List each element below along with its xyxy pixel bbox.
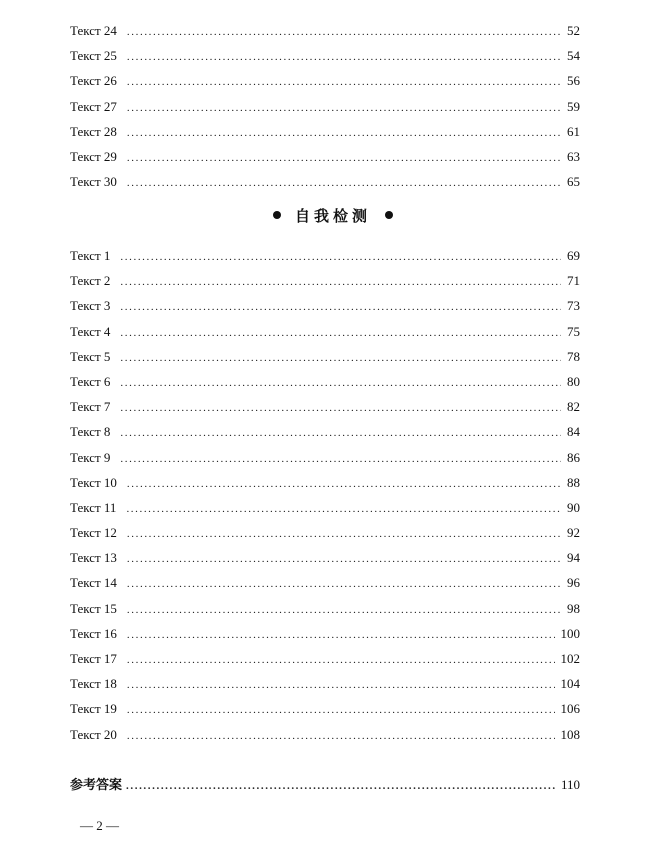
toc-entry-page: 100 <box>560 625 580 641</box>
toc-entry-page: 78 <box>567 348 580 364</box>
toc-entry-page: 108 <box>560 726 580 742</box>
toc-entry[interactable] <box>70 495 580 520</box>
toc-entry-page: 96 <box>567 575 580 591</box>
toc-entry[interactable] <box>70 268 580 293</box>
dot-leader <box>120 447 561 472</box>
toc-entry[interactable] <box>70 646 580 671</box>
toc-entry-label: Текст 5 <box>70 348 111 364</box>
toc-entry-label: Текст 1 <box>70 248 111 263</box>
toc-entry-label: Текст 6 <box>70 373 111 389</box>
bullet-left-icon <box>273 211 281 219</box>
toc-entry-label: Текст 4 <box>70 323 111 339</box>
toc-entry[interactable] <box>70 470 580 495</box>
section-heading <box>0 205 666 226</box>
toc-entry-page: 92 <box>567 525 580 541</box>
toc-entry-page: 106 <box>560 701 580 717</box>
toc-entry-label: Текст 30 <box>70 174 117 190</box>
bullet-right-icon <box>385 211 393 219</box>
toc-entry[interactable] <box>70 119 580 144</box>
toc-entry-label: Текст 11 <box>70 499 117 515</box>
toc-entry-page: 56 <box>567 73 580 89</box>
dot-leader <box>127 522 561 547</box>
toc-entry[interactable] <box>70 94 580 119</box>
page-number: — 2 — <box>80 818 119 833</box>
toc-entry-label: Текст 15 <box>70 600 117 616</box>
toc-entry-label: Текст 27 <box>70 98 117 114</box>
toc-entry-label: Текст 29 <box>70 148 117 164</box>
dot-leader <box>120 396 561 421</box>
toc-entry-label: Текст 14 <box>70 575 117 591</box>
toc-entry-label: 参考答案 <box>70 777 123 792</box>
toc-entry-label: Текст 25 <box>70 48 117 64</box>
dot-leader <box>127 698 555 723</box>
toc-entry-label: Текст 16 <box>70 625 117 641</box>
toc-entry-label: Текст 9 <box>70 449 111 465</box>
toc-entry-label: Текст 28 <box>70 123 117 139</box>
toc-entry-label: Текст 24 <box>70 23 117 38</box>
dot-leader <box>120 245 561 270</box>
toc-entry[interactable] <box>70 293 580 318</box>
toc-entry[interactable] <box>70 319 580 344</box>
dot-leader <box>127 45 561 70</box>
toc-entry-label: Текст 12 <box>70 525 117 541</box>
toc-entry[interactable] <box>70 596 580 621</box>
toc-entry-page: 63 <box>567 148 580 164</box>
toc-entry[interactable] <box>70 520 580 545</box>
toc-entry-page: 80 <box>567 373 580 389</box>
dot-leader <box>120 321 561 346</box>
toc-entry-label: Текст 19 <box>70 701 117 717</box>
toc-entry-label: Текст 7 <box>70 399 111 415</box>
toc-entry-label: Текст 10 <box>70 474 117 490</box>
toc-entry[interactable] <box>70 671 580 696</box>
dot-leader <box>127 598 561 623</box>
toc-entry-page: 73 <box>567 298 580 314</box>
toc-entry-page: 61 <box>567 123 580 139</box>
dot-leader <box>127 623 555 648</box>
toc-entry[interactable] <box>70 169 580 194</box>
dot-leader <box>127 472 561 497</box>
toc-entry[interactable] <box>70 545 580 570</box>
toc-entry-page: 102 <box>560 651 580 666</box>
toc-entry[interactable] <box>70 344 580 369</box>
dot-leader <box>127 146 561 171</box>
toc-entry[interactable] <box>70 68 580 93</box>
toc-entry-label: Текст 17 <box>70 651 117 666</box>
toc-entry-page: 104 <box>560 676 580 692</box>
toc-entry-label: Текст 3 <box>70 298 111 314</box>
toc-entry-page: 110 <box>560 777 580 792</box>
toc-entry-page: 94 <box>567 550 580 566</box>
toc-entry[interactable] <box>70 419 580 444</box>
dot-leader <box>120 421 561 446</box>
dot-leader <box>120 371 561 396</box>
toc-entry-page: 88 <box>567 474 580 490</box>
toc-entry-page: 54 <box>567 48 580 64</box>
dot-leader <box>126 497 561 522</box>
toc-entry-page: 52 <box>567 23 580 38</box>
toc-entry-label: Текст 20 <box>70 726 117 742</box>
toc-entry[interactable] <box>70 394 580 419</box>
dot-leader <box>120 346 561 371</box>
toc-entry-label: Текст 18 <box>70 676 117 692</box>
dot-leader <box>127 673 555 698</box>
toc-list-answers <box>70 772 580 797</box>
toc-entry-page: 71 <box>567 273 580 289</box>
toc-entry-answers[interactable] <box>70 772 580 797</box>
dot-leader <box>127 96 561 121</box>
dot-leader <box>127 20 561 45</box>
toc-entry[interactable] <box>70 621 580 646</box>
toc-entry-label: Текст 8 <box>70 424 111 440</box>
dot-leader <box>127 70 561 95</box>
dot-leader <box>127 547 561 572</box>
toc-entry-page: 59 <box>567 98 580 114</box>
dot-leader <box>120 270 561 295</box>
toc-entry-page: 69 <box>567 248 580 263</box>
toc-entry-label: Текст 13 <box>70 550 117 566</box>
dot-leader <box>127 572 561 597</box>
toc-entry[interactable] <box>70 369 580 394</box>
toc-entry-page: 75 <box>567 323 580 339</box>
toc-entry-page: 98 <box>567 600 580 616</box>
toc-entry-label: Текст 26 <box>70 73 117 89</box>
toc-entry[interactable] <box>70 243 580 268</box>
dot-leader <box>127 121 561 146</box>
toc-entry-page: 90 <box>567 499 580 515</box>
toc-entry-page: 82 <box>567 399 580 415</box>
dot-leader <box>126 774 555 799</box>
toc-list-self-test <box>70 243 580 747</box>
toc-entry-label: Текст 2 <box>70 273 111 289</box>
toc-entry[interactable] <box>70 18 580 43</box>
toc-entry-page: 86 <box>567 449 580 465</box>
toc-entry[interactable] <box>70 696 580 721</box>
toc-entry[interactable] <box>70 570 580 595</box>
toc-entry[interactable] <box>70 43 580 68</box>
toc-entry[interactable] <box>70 445 580 470</box>
dot-leader <box>127 724 555 749</box>
toc-list-texts-24-30 <box>70 18 580 194</box>
toc-entry-page: 84 <box>567 424 580 440</box>
dot-leader <box>127 648 555 673</box>
dot-leader <box>120 295 561 320</box>
toc-entry[interactable] <box>70 722 580 747</box>
toc-entry-page: 65 <box>567 174 580 190</box>
toc-entry[interactable] <box>70 144 580 169</box>
section-heading-text: 自我检测 <box>294 207 371 225</box>
dot-leader <box>127 171 561 196</box>
